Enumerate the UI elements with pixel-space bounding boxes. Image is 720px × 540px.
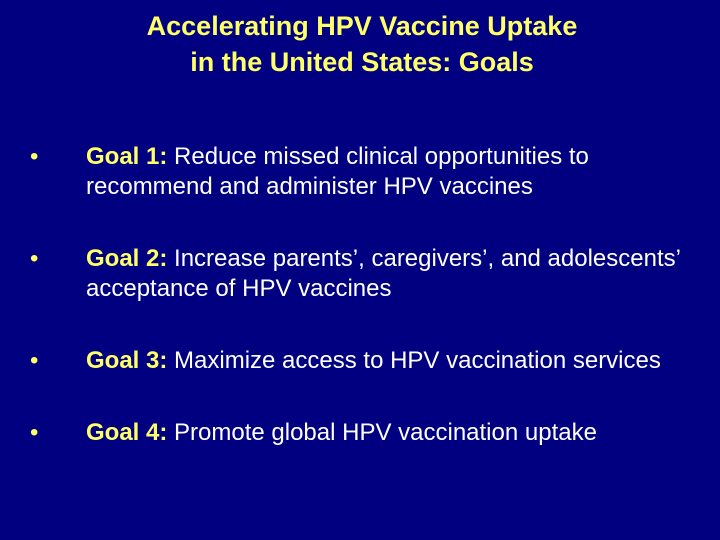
goal-3-text: Maximize access to HPV vaccination services [167,347,661,374]
goal-3-item [30,346,700,376]
goal-4-text: Promote global HPV vaccination uptake [167,419,597,446]
goal-1-text: Reduce missed clinical opportunities to recommend and administer HPV vaccines [86,143,589,200]
slide-title-line-2: in the United States: Goals [190,47,534,77]
slide-title [40,8,684,80]
goal-4-label: Goal 4: [86,419,168,446]
bullet-icon: • [30,419,39,446]
goal-1-item [30,142,700,202]
goal-2-label: Goal 2: [86,245,168,272]
bullet-icon: • [30,245,39,272]
goal-4-item [30,418,700,448]
goals-list [30,142,700,490]
bullet-icon: • [30,347,39,374]
goal-3-label: Goal 3: [86,347,168,374]
goal-2-item [30,244,700,304]
slide-title-line-1: Accelerating HPV Vaccine Uptake [146,11,578,41]
goal-2-text: Increase parents’, caregivers’, and adolescents’ acceptance of HPV vaccines [86,245,681,302]
bullet-icon: • [30,143,39,170]
goal-1-label: Goal 1: [86,143,168,170]
